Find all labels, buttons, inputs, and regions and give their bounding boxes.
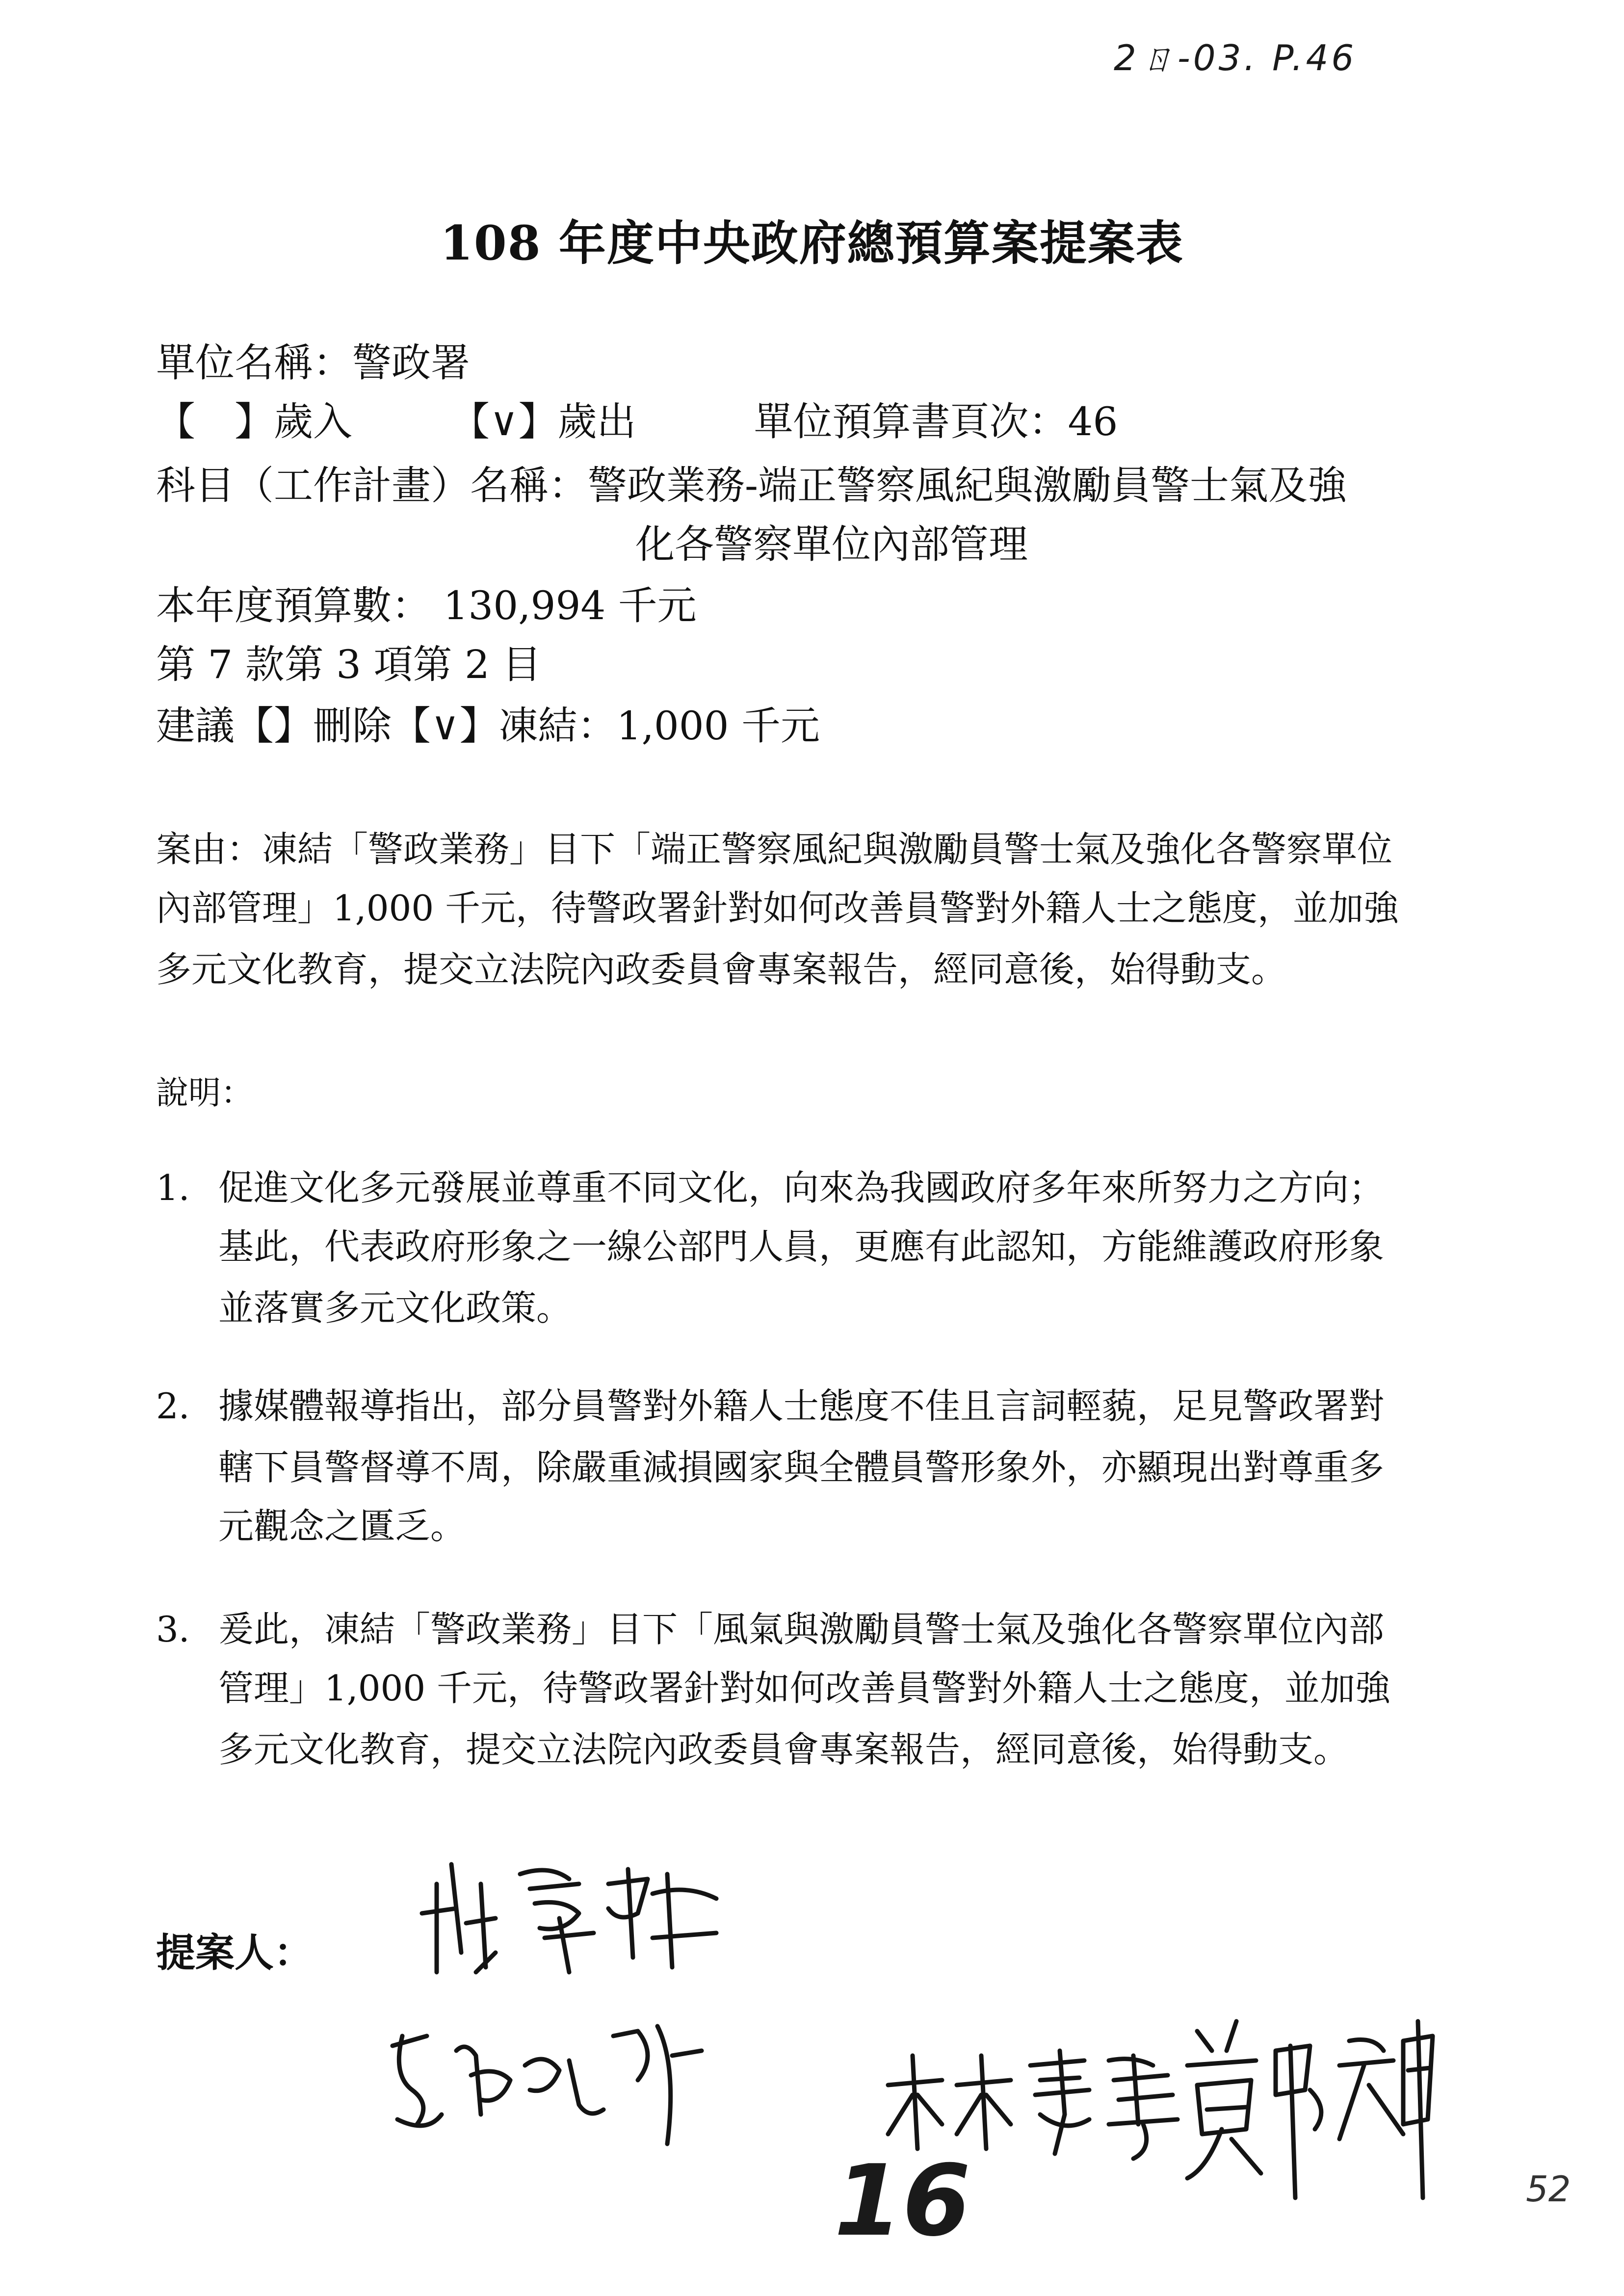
handwritten-page-number: 16 <box>834 2144 971 2258</box>
signature-2 <box>383 2007 716 2154</box>
revenue-expense-field: 【 】歲入 【∨】歲出 單位預算書頁次：46 <box>156 399 1118 444</box>
page-title: 108 年度中央政府總預算案提案表 <box>440 215 1184 271</box>
item-3-number: 3. <box>156 1609 190 1650</box>
proposal-type-field: 建議【】刪除【∨】凍結：1,000 千元 <box>156 703 820 749</box>
case-line-2: 內部管理」1,000 千元，待警政署針對如何改善員警對外籍人士之態度，並加強 <box>156 887 1399 929</box>
budget-item-field: 第 7 款第 3 項第 2 目 <box>156 642 542 687</box>
subject-name-line2: 化各警察單位內部管理 <box>635 522 1028 567</box>
item-1-number: 1. <box>156 1167 190 1208</box>
budget-amount-field: 本年度預算數： 130,994 千元 <box>156 583 697 628</box>
item-3-line-1: 爰此，凍結「警政業務」目下「風氣與激勵員警士氣及強化各警察單位內部 <box>218 1609 1385 1650</box>
header-handwritten-note: 2ㄖ-03. P.46 <box>1114 37 1357 78</box>
item-1-line-3: 並落實多元文化政策。 <box>218 1287 572 1329</box>
item-3-line-2: 管理」1,000 千元，待警政署針對如何改善員警對外籍人士之態度，並加強 <box>218 1668 1391 1709</box>
explanation-label: 說明： <box>156 1074 253 1112</box>
item-2-line-1: 據媒體報導指出，部分員警對外籍人士態度不佳且言詞輕藐，足見警政署對 <box>218 1385 1385 1427</box>
corner-mark: 52 <box>1526 2168 1571 2210</box>
item-1-line-1: 促進文化多元發展並尊重不同文化，向來為我國政府多年來所努力之方向； <box>218 1167 1385 1208</box>
subject-name-line1: 科目（工作計畫）名稱：警政業務-端正警察風紀與激勵員警士氣及強 <box>156 463 1347 508</box>
unit-name-field: 單位名稱：警政署 <box>156 340 470 386</box>
case-line-1: 案由：凍結「警政業務」目下「端正警察風紀與激勵員警士氣及強化各警察單位 <box>156 829 1393 870</box>
item-2-line-3: 元觀念之匱乏。 <box>218 1506 466 1547</box>
item-2-number: 2. <box>156 1385 190 1427</box>
proposer-label: 提案人： <box>156 1930 313 1976</box>
signature-4 <box>1178 2011 1452 2208</box>
signature-1 <box>422 1854 736 1982</box>
case-line-3: 多元文化教育，提交立法院內政委員會專案報告，經同意後，始得動支。 <box>156 949 1287 990</box>
item-1-line-2: 基此，代表政府形象之一線公部門人員，更應有此認知，方能維護政府形象 <box>218 1226 1385 1267</box>
item-2-line-2: 轄下員警督導不周，除嚴重減損國家與全體員警形象外，亦顯現出對尊重多 <box>218 1447 1385 1488</box>
item-3-line-3: 多元文化教育，提交立法院內政委員會專案報告，經同意後，始得動支。 <box>218 1729 1349 1770</box>
